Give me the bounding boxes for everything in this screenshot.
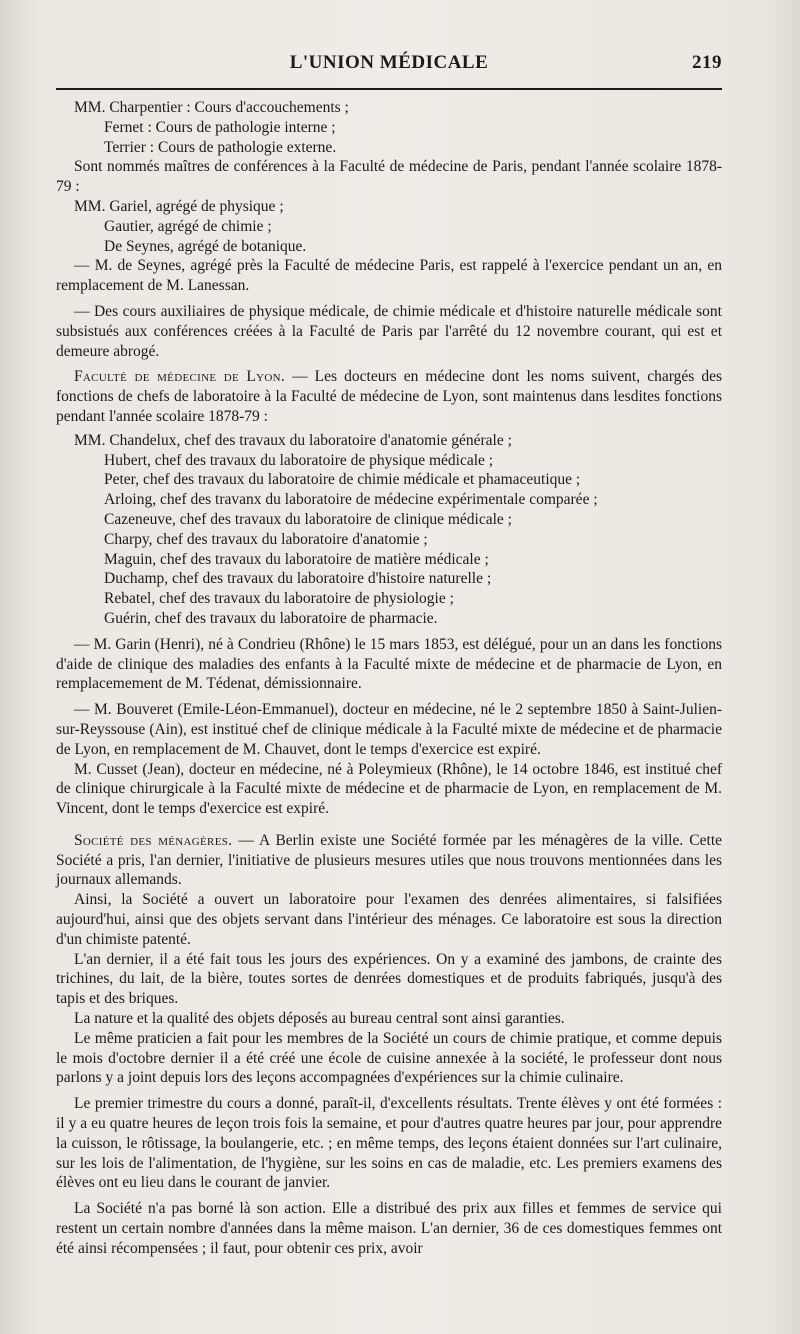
conferences-list — [74, 197, 722, 256]
paragraph: — M. de Seynes, agrégé près la Faculté de médecine Paris, est rappelé à l'exercice pendant un an, en remplacement de M. Lanessan. — [56, 257, 722, 295]
paragraph: La nature et la qualité des objets déposés au bureau central sont ainsi garanties. — [74, 1010, 565, 1028]
list-item: Guérin, chef des travaux du laboratoire de pharmacie. — [104, 609, 438, 627]
list-item: Terrier : Cours de pathologie externe. — [104, 138, 337, 156]
list-item: Duchamp, chef des travaux du laboratoire d'histoire naturelle ; — [104, 570, 492, 588]
section-paragraph — [56, 367, 722, 426]
journal-title: L'UNION MÉDICALE — [289, 52, 489, 73]
paragraph: La Société n'a pas borné là son action. Elle a distribué des prix aux filles et femmes de service qui restent un certain nombre d'années dans la même maison. L'an dernier, 36 de ces domestiques femmes ont été ainsi récompensées ; il faut, pour obtenir ces prix, avoir — [56, 1200, 722, 1257]
list-item: Rebatel, chef des travaux du laboratoire de physiologie ; — [104, 590, 454, 608]
paragraph: — Des cours auxiliaires de physique médicale, de chimie médicale et d'histoire naturelle médicale sont subsistués aux conférences créées à la Faculté de Paris par l'arrêté du 12 novembre courant, qui est et demeure abrogé. — [56, 302, 722, 360]
list-item: MM. Chandelux, chef des travaux du laboratoire d'anatomie générale ; — [74, 431, 512, 449]
section-text: — A Berlin existe une Société formée par les ménagères de la ville. Cette Société a pris, l'an dernier, l'initiative de plusieurs mesures utiles que nous trouvons mentionnées dans les journaux allemands. — [56, 831, 723, 889]
section-heading: Faculté de médecine de Lyon. — [74, 368, 286, 386]
section-paragraph — [56, 831, 722, 890]
paragraph: Ainsi, la Société a ouvert un laboratoire pour l'examen des denrées alimentaires, si falsifiées aujourd'hui, ainsi que des objets servant dans l'intérieur des ménages. Ce laboratoire est sous la direction d'un chimiste patenté. — [56, 891, 722, 948]
list-item: Fernet : Cours de pathologie interne ; — [104, 118, 336, 136]
laboratory-list — [74, 431, 722, 629]
course-list — [74, 98, 722, 157]
list-item: Peter, chef des travaux du laboratoire de chimie médicale et phamaceutique ; — [104, 471, 581, 489]
paragraph: Le même praticien a fait pour les membres de la Société un cours de chimie pratique, et comme depuis le mois d'octobre dernier il a été créé une école de cuisine annexée à la société, le professeur dont nous parlons y a joint depuis lors des leçons accompagnées d'expériences sur la chimie culinaire. — [56, 1029, 722, 1087]
running-head — [56, 52, 722, 82]
list-item: MM. Charpentier : Cours d'accouchements ; — [74, 99, 349, 116]
paragraph: — M. Bouveret (Emile-Léon-Emmanuel), docteur en médecine, né le 2 septembre 1850 à Saint-Julien-sur-Reyssouse (Ain), est institué chef de clinique médicale à la Faculté mixte de médecine et de pharmacie de Lyon, en remplacement de M. Chauvet, dont le temps d'exercice est expiré. — [56, 701, 722, 758]
list-item: Hubert, chef des travaux du laboratoire de physique médicale ; — [104, 451, 494, 469]
section-text: — Les docteurs en médecine dont les noms suivent, chargés des fonctions de chefs de laboratoire à la Faculté de médecine de Lyon, sont maintenus dans lesdites fonctions pendant l'année scolaire 1878-79 : — [56, 368, 722, 425]
header-rule — [56, 88, 722, 90]
paragraph: — M. Garin (Henri), né à Condrieu (Rhône) le 15 mars 1853, est délégué, pour un an dans les fonctions d'aide de clinique des maladies des enfants à la Faculté mixte de médecine et de pharmacie de Lyon, en remplacemement de M. Tédenat, démissionnaire. — [56, 635, 722, 693]
paragraph: Sont nommés maîtres de conférences à la Faculté de médecine de Paris, pendant l'année scolaire 1878-79 : — [56, 158, 722, 196]
list-item: MM. Gariel, agrégé de physique ; — [74, 197, 284, 215]
paragraph: Le premier trimestre du cours a donné, paraît-il, d'excellents résultats. Trente élèves y ont été formées : il y a eu quatre heures de leçon trois fois la semaine, et pour d'autres quatre heures par jour, pour apprendre la cuisson, le rôtissage, la boulangerie, etc. ; en même temps, des leçons étaient données sur l'art culinaire, sur les lois de l'alimentation, de l'hygiène, sur les soins en cas de maladie, etc. Les premiers examens des élèves ont eu lieu dans le courant de janvier. — [56, 1095, 722, 1192]
paragraph: L'an dernier, il a été fait tous les jours des expériences. On y a examiné des jambons, de crainte des trichines, du lait, de la bière, toutes sortes de denrées domestiques et de produits fabriqués, jusqu'à des tapis et des briques. — [56, 950, 722, 1008]
list-item: Charpy, chef des travaux du laboratoire d'anatomie ; — [104, 530, 428, 548]
page-number: 219 — [692, 52, 722, 73]
list-item: Arloing, chef des travanx du laboratoire de médecine expérimentale comparée ; — [104, 491, 598, 509]
section-heading: Société des ménagères. — [74, 831, 233, 849]
paragraph: M. Cusset (Jean), docteur en médecine, né à Poleymieux (Rhône), le 14 octobre 1846, est institué chef de clinique chirurgicale à la Faculté mixte de médecine et de pharmacie de Lyon, en remplacement de M. Vincent, dont le temps d'exercice est expiré. — [56, 760, 722, 818]
list-item: Cazeneuve, chef des travaux du laboratoire de clinique médicale ; — [104, 510, 512, 528]
list-item: De Seynes, agrégé de botanique. — [104, 237, 307, 255]
list-item: Gautier, agrégé de chimie ; — [104, 217, 272, 235]
list-item: Maguin, chef des travaux du laboratoire de matière médicale ; — [104, 550, 489, 568]
